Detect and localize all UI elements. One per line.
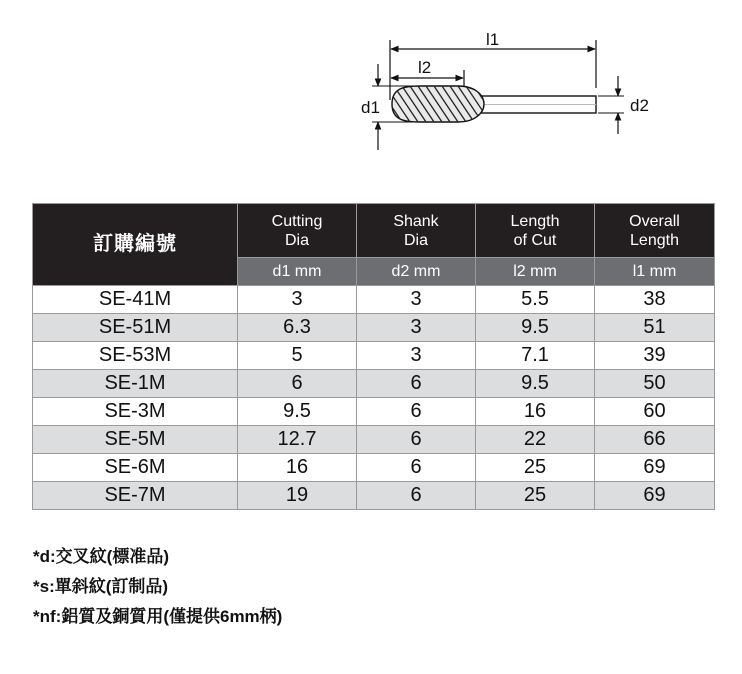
cutting-dia-cell: 3 xyxy=(238,286,357,314)
table-row xyxy=(33,482,715,510)
order-code-header: 訂購編號 xyxy=(33,204,238,286)
shank-dia-cell: 6 xyxy=(357,426,476,454)
overall-length-header: Overall Length xyxy=(595,204,715,258)
spec-table xyxy=(32,203,715,510)
table-row xyxy=(33,398,715,426)
table-row xyxy=(33,314,715,342)
shank-dia-cell: 3 xyxy=(357,314,476,342)
shank-dia-cell: 6 xyxy=(357,370,476,398)
length-of-cut-cell: 9.5 xyxy=(476,314,595,342)
order-code-cell: SE-3M xyxy=(33,398,238,426)
overall-length-cell: 66 xyxy=(595,426,715,454)
table-row xyxy=(33,426,715,454)
footnote-d: *d:交叉紋(標准品) xyxy=(33,547,169,566)
order-code-cell: SE-7M xyxy=(33,482,238,510)
shank-dia-cell: 6 xyxy=(357,454,476,482)
order-code-cell: SE-5M xyxy=(33,426,238,454)
length-of-cut-cell: 25 xyxy=(476,454,595,482)
table-row xyxy=(33,342,715,370)
length-of-cut-cell: 16 xyxy=(476,398,595,426)
order-code-cell: SE-51M xyxy=(33,314,238,342)
shank-dia-cell: 3 xyxy=(357,286,476,314)
cutting-dia-cell: 6.3 xyxy=(238,314,357,342)
footnotes xyxy=(33,542,282,632)
overall-length-cell: 69 xyxy=(595,482,715,510)
order-code-cell: SE-41M xyxy=(33,286,238,314)
table-row xyxy=(33,286,715,314)
length-of-cut-cell: 5.5 xyxy=(476,286,595,314)
cutting-dia-cell: 12.7 xyxy=(238,426,357,454)
unit-l2: l2 mm xyxy=(476,258,595,286)
length-of-cut-cell: 25 xyxy=(476,482,595,510)
order-code-cell: SE-53M xyxy=(33,342,238,370)
table-row xyxy=(33,454,715,482)
l1-label: l1 xyxy=(486,30,500,49)
shank-dia-cell: 6 xyxy=(357,482,476,510)
overall-length-cell: 50 xyxy=(595,370,715,398)
length-of-cut-cell: 9.5 xyxy=(476,370,595,398)
overall-length-cell: 60 xyxy=(595,398,715,426)
overall-length-cell: 51 xyxy=(595,314,715,342)
d2-label: d2 xyxy=(630,96,649,115)
length-of-cut-header: Length of Cut xyxy=(476,204,595,258)
unit-d2: d2 mm xyxy=(357,258,476,286)
l2-label: l2 xyxy=(418,58,432,77)
length-of-cut-cell: 22 xyxy=(476,426,595,454)
footnote-nf: *nf:鋁質及銅質用(僅提供6mm柄) xyxy=(33,607,283,626)
cutting-dia-cell: 19 xyxy=(238,482,357,510)
header-row xyxy=(33,204,715,258)
cutting-dia-cell: 6 xyxy=(238,370,357,398)
shank-dia-header: Shank Dia xyxy=(357,204,476,258)
cutting-dia-header: Cutting Dia xyxy=(238,204,357,258)
order-code-cell: SE-6M xyxy=(33,454,238,482)
shank-dia-cell: 3 xyxy=(357,342,476,370)
length-of-cut-cell: 7.1 xyxy=(476,342,595,370)
burr-dimension-diagram xyxy=(0,0,742,190)
cutting-dia-cell: 16 xyxy=(238,454,357,482)
footnote-s: *s:單斜紋(訂制品) xyxy=(33,577,169,596)
unit-l1: l1 mm xyxy=(595,258,715,286)
shank-dia-cell: 6 xyxy=(357,398,476,426)
cutting-dia-cell: 9.5 xyxy=(238,398,357,426)
order-code-cell: SE-1M xyxy=(33,370,238,398)
table-row xyxy=(33,370,715,398)
d1-label: d1 xyxy=(361,98,380,117)
overall-length-cell: 69 xyxy=(595,454,715,482)
overall-length-cell: 38 xyxy=(595,286,715,314)
cutting-dia-cell: 5 xyxy=(238,342,357,370)
overall-length-cell: 39 xyxy=(595,342,715,370)
unit-d1: d1 mm xyxy=(238,258,357,286)
